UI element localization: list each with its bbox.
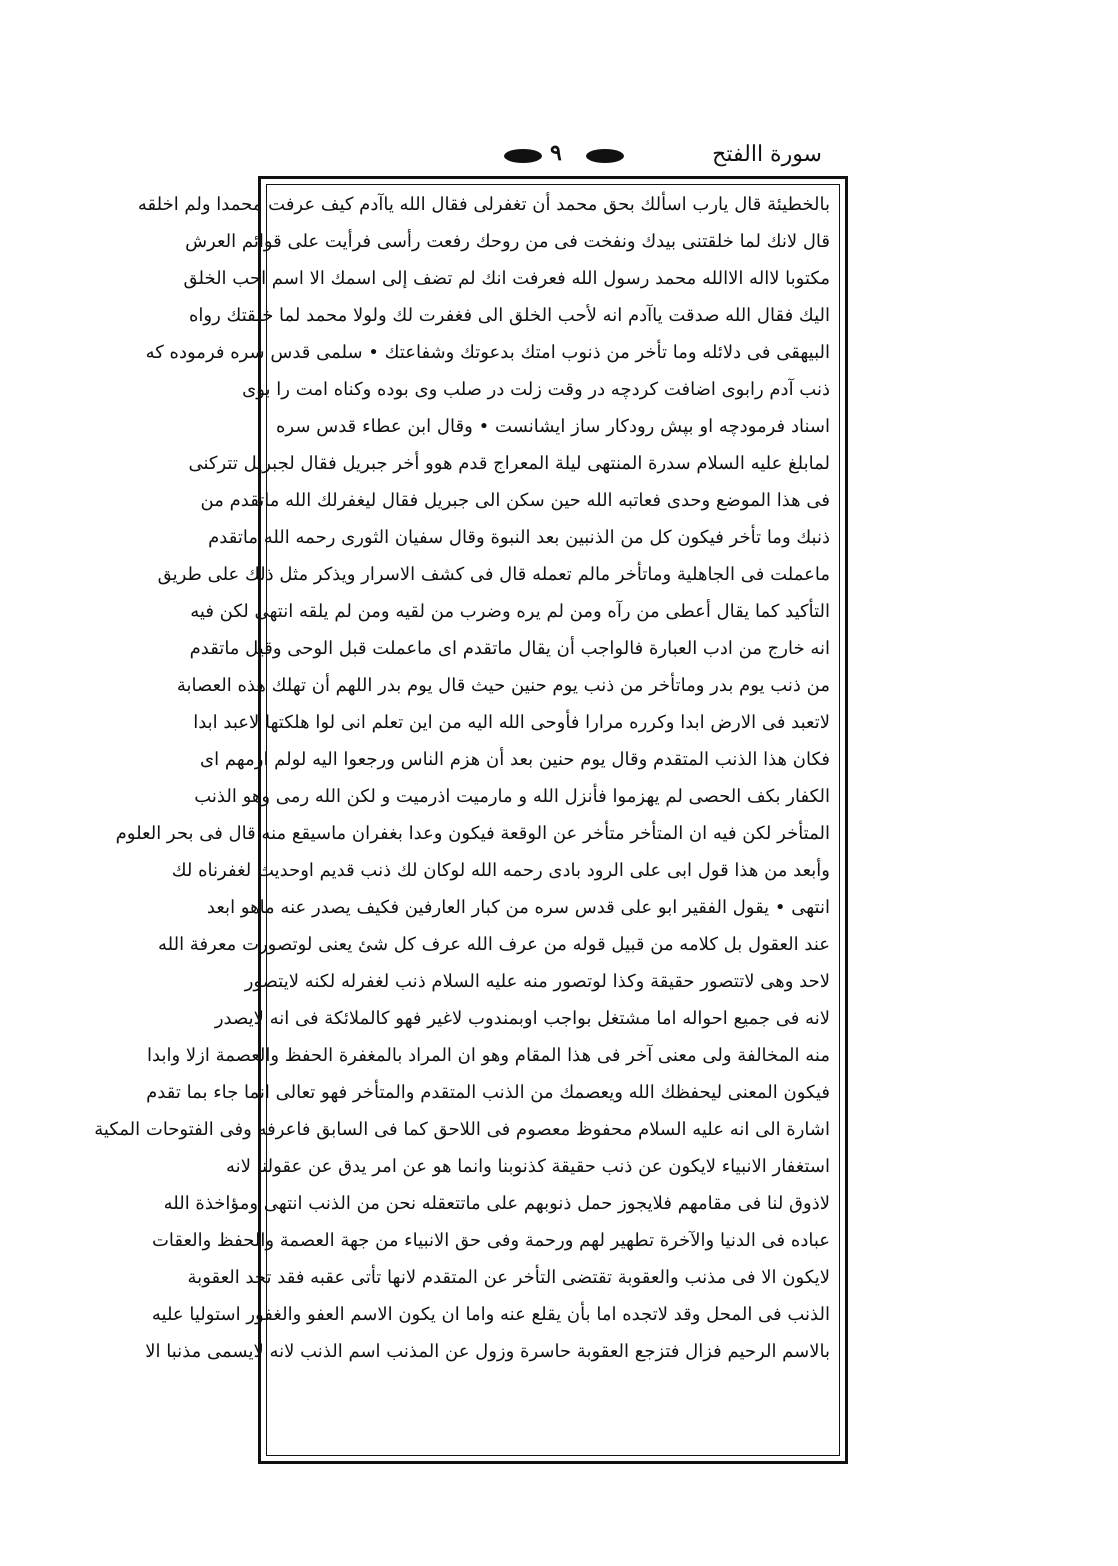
text-line: استغفار الانبياء لايكون عن ذنب حقيقة كذنوبنا وانما هو عن امر يدق عن عقولنا لانه [226, 1156, 830, 1177]
text-line: عند العقول بل كلامه من قبيل قوله من عرف الله عرف كل شئ يعنى لوتصورت معرفة الله [157, 934, 830, 955]
text-line: ذنبك وما تأخر فيكون كل من الذنبين بعد النبوة وقال سفيان الثورى رحمه الله ماتقدم [208, 527, 830, 548]
text-line: عباده فى الدنيا والآخرة تطهير لهم ورحمة وفى حق الانبياء من جهة العصمة والحفظ والعقات [151, 1230, 830, 1251]
text-line: انه خارج من ادب العبارة فالواجب أن يقال ماتقدم اى ماعملت قبل الوحى وقيل ماتقدم [189, 638, 830, 659]
text-line: البيهقى فى دلائله وما تأخر من ذنوب امتك بدعوتك وشفاعتك • سلمى قدس سره فرموده كه [145, 342, 830, 363]
text-line: بالخطيئة قال يارب اسألك بحق محمد أن تغفرلى فقال الله ياآدم كيف عرفت محمدا ولم اخلقه [137, 194, 830, 215]
text-line: الذنب فى المحل وقد لاتجده اما بأن يقلع عنه واما ان يكون الاسم العفو والغفور استوليا عليه [151, 1304, 830, 1325]
ornament-icon [504, 149, 542, 163]
surah-title: سورة االفتح [712, 142, 822, 167]
text-line: لاحد وهى لاتتصور حقيقة وكذا لوتصور منه عليه السلام ذنب لغفرله لكنه لايتصور [244, 971, 830, 992]
page-header [268, 138, 834, 178]
text-line: مكتوبا لااله الاالله محمد رسول الله فعرفت انك لم تضف إلى اسمك الا اسم احب الخلق [183, 268, 830, 289]
text-line: التأكيد كما يقال أعطى من رآه ومن لم يره وضرب من لقيه ومن لم يلقه انتهى لكن فيه [190, 601, 830, 622]
text-line: اسناد فرمودچه او بپش رودكار ساز ايشانست • وقال ابن عطاء قدس سره [276, 416, 830, 437]
text-line: انتهى • يقول الفقير ابو على قدس سره من كبار العارفين فكيف يصدر عنه ماهو ابعد [206, 897, 830, 918]
text-line [276, 1370, 830, 1407]
text-line: لاتعبد فى الارض ابدا وكرره مرارا فأوحى الله اليه من اين تعلم انى لوا هلكتها لاعبد ابدا [193, 712, 830, 733]
text-line: وأبعد من هذا قول ابى على الرود بادى رحمه الله لوكان لك ذنب قديم اوحديث لغفرناه لك [171, 860, 830, 881]
text-line: الكفار بكف الحصى لم يهزموا فأنزل الله و مارميت اذرميت و لكن الله رمى وهو الذنب [194, 786, 830, 807]
text-line: من ذنب يوم بدر وماتأخر من ذنب يوم حنين حيث قال يوم بدر اللهم أن تهلك هذه العصابة [176, 675, 830, 696]
text-line: اليك فقال الله صدقت ياآدم انه لأحب الخلق الى فغفرت لك ولولا محمد لما خلقتك رواه [188, 305, 830, 326]
text-line: فكان هذا الذنب المتقدم وقال يوم حنين بعد أن هزم الناس ورجعوا اليه لولم ارمهم اى [200, 749, 830, 770]
text-line: ذنب آدم رابوى اضافت كردچه در وقت زلت در صلب وى بوده وكناه امت را بوى [242, 379, 830, 400]
text-line: منه المخالفة ولى معنى آخر فى هذا المقام وهو ان المراد بالمغفرة الحفظ والعصمة ازلا وابدا [147, 1045, 830, 1066]
text-line: لايكون الا فى مذنب والعقوبة تقتضى التأخر عن المتقدم لانها تأتى عقبه فقد تجد العقوبة [187, 1267, 830, 1288]
page-number: ٩ [550, 140, 562, 166]
text-line: لانه فى جميع احواله اما مشتغل بواجب اوبمندوب لاغير فهو كالملائكة فى انه لايصدر [214, 1008, 830, 1029]
text-line: لمابلغ عليه السلام سدرة المنتهى ليلة المعراج قدم هوو أخر جبريل فقال لجبريل تتركنى [188, 453, 830, 474]
ornament-icon [586, 149, 624, 163]
text-line: اشارة الى انه عليه السلام محفوظ معصوم فى اللاحق كما فى السابق فاعرفه وفى الفتوحات المكية [94, 1119, 830, 1140]
text-line: فيكون المعنى ليحفظك الله ويعصمك من الذنب المتقدم والمتأخر فهو تعالى انما جاء بما تقدم [146, 1082, 830, 1103]
text-line: بالاسم الرحيم فزال فتزجع العقوبة حاسرة وزول عن المذنب اسم الذنب لانه لايسمى مذنبا الا [145, 1341, 830, 1362]
text-line: المتأخر لكن فيه ان المتأخر متأخر عن الوقعة فيكون وعدا بغفران ماسيقع منه قال فى بحر العلوم [115, 823, 830, 844]
text-line: ماعملت فى الجاهلية وماتأخر مالم تعمله قال فى كشف الاسرار ويذكر مثل ذلك على طريق [157, 564, 830, 585]
text-line [276, 1407, 830, 1444]
text-line: لاذوق لنا فى مقامهم فلايجوز حمل ذنوبهم على ماتتعقله نحن من الذنب انتهى ومؤاخذة الله [163, 1193, 830, 1214]
text-line: قال لانك لما خلقتنى بيدك ونفخت فى من روحك رفعت رأسى فرأيت على قوائم العرش [185, 231, 830, 252]
text-line: فى هذا الموضع وحدى فعاتبه الله حين سكن الى جبريل فقال ليغفرلك الله ماتقدم من [200, 490, 830, 511]
body-text [94, 186, 830, 1444]
